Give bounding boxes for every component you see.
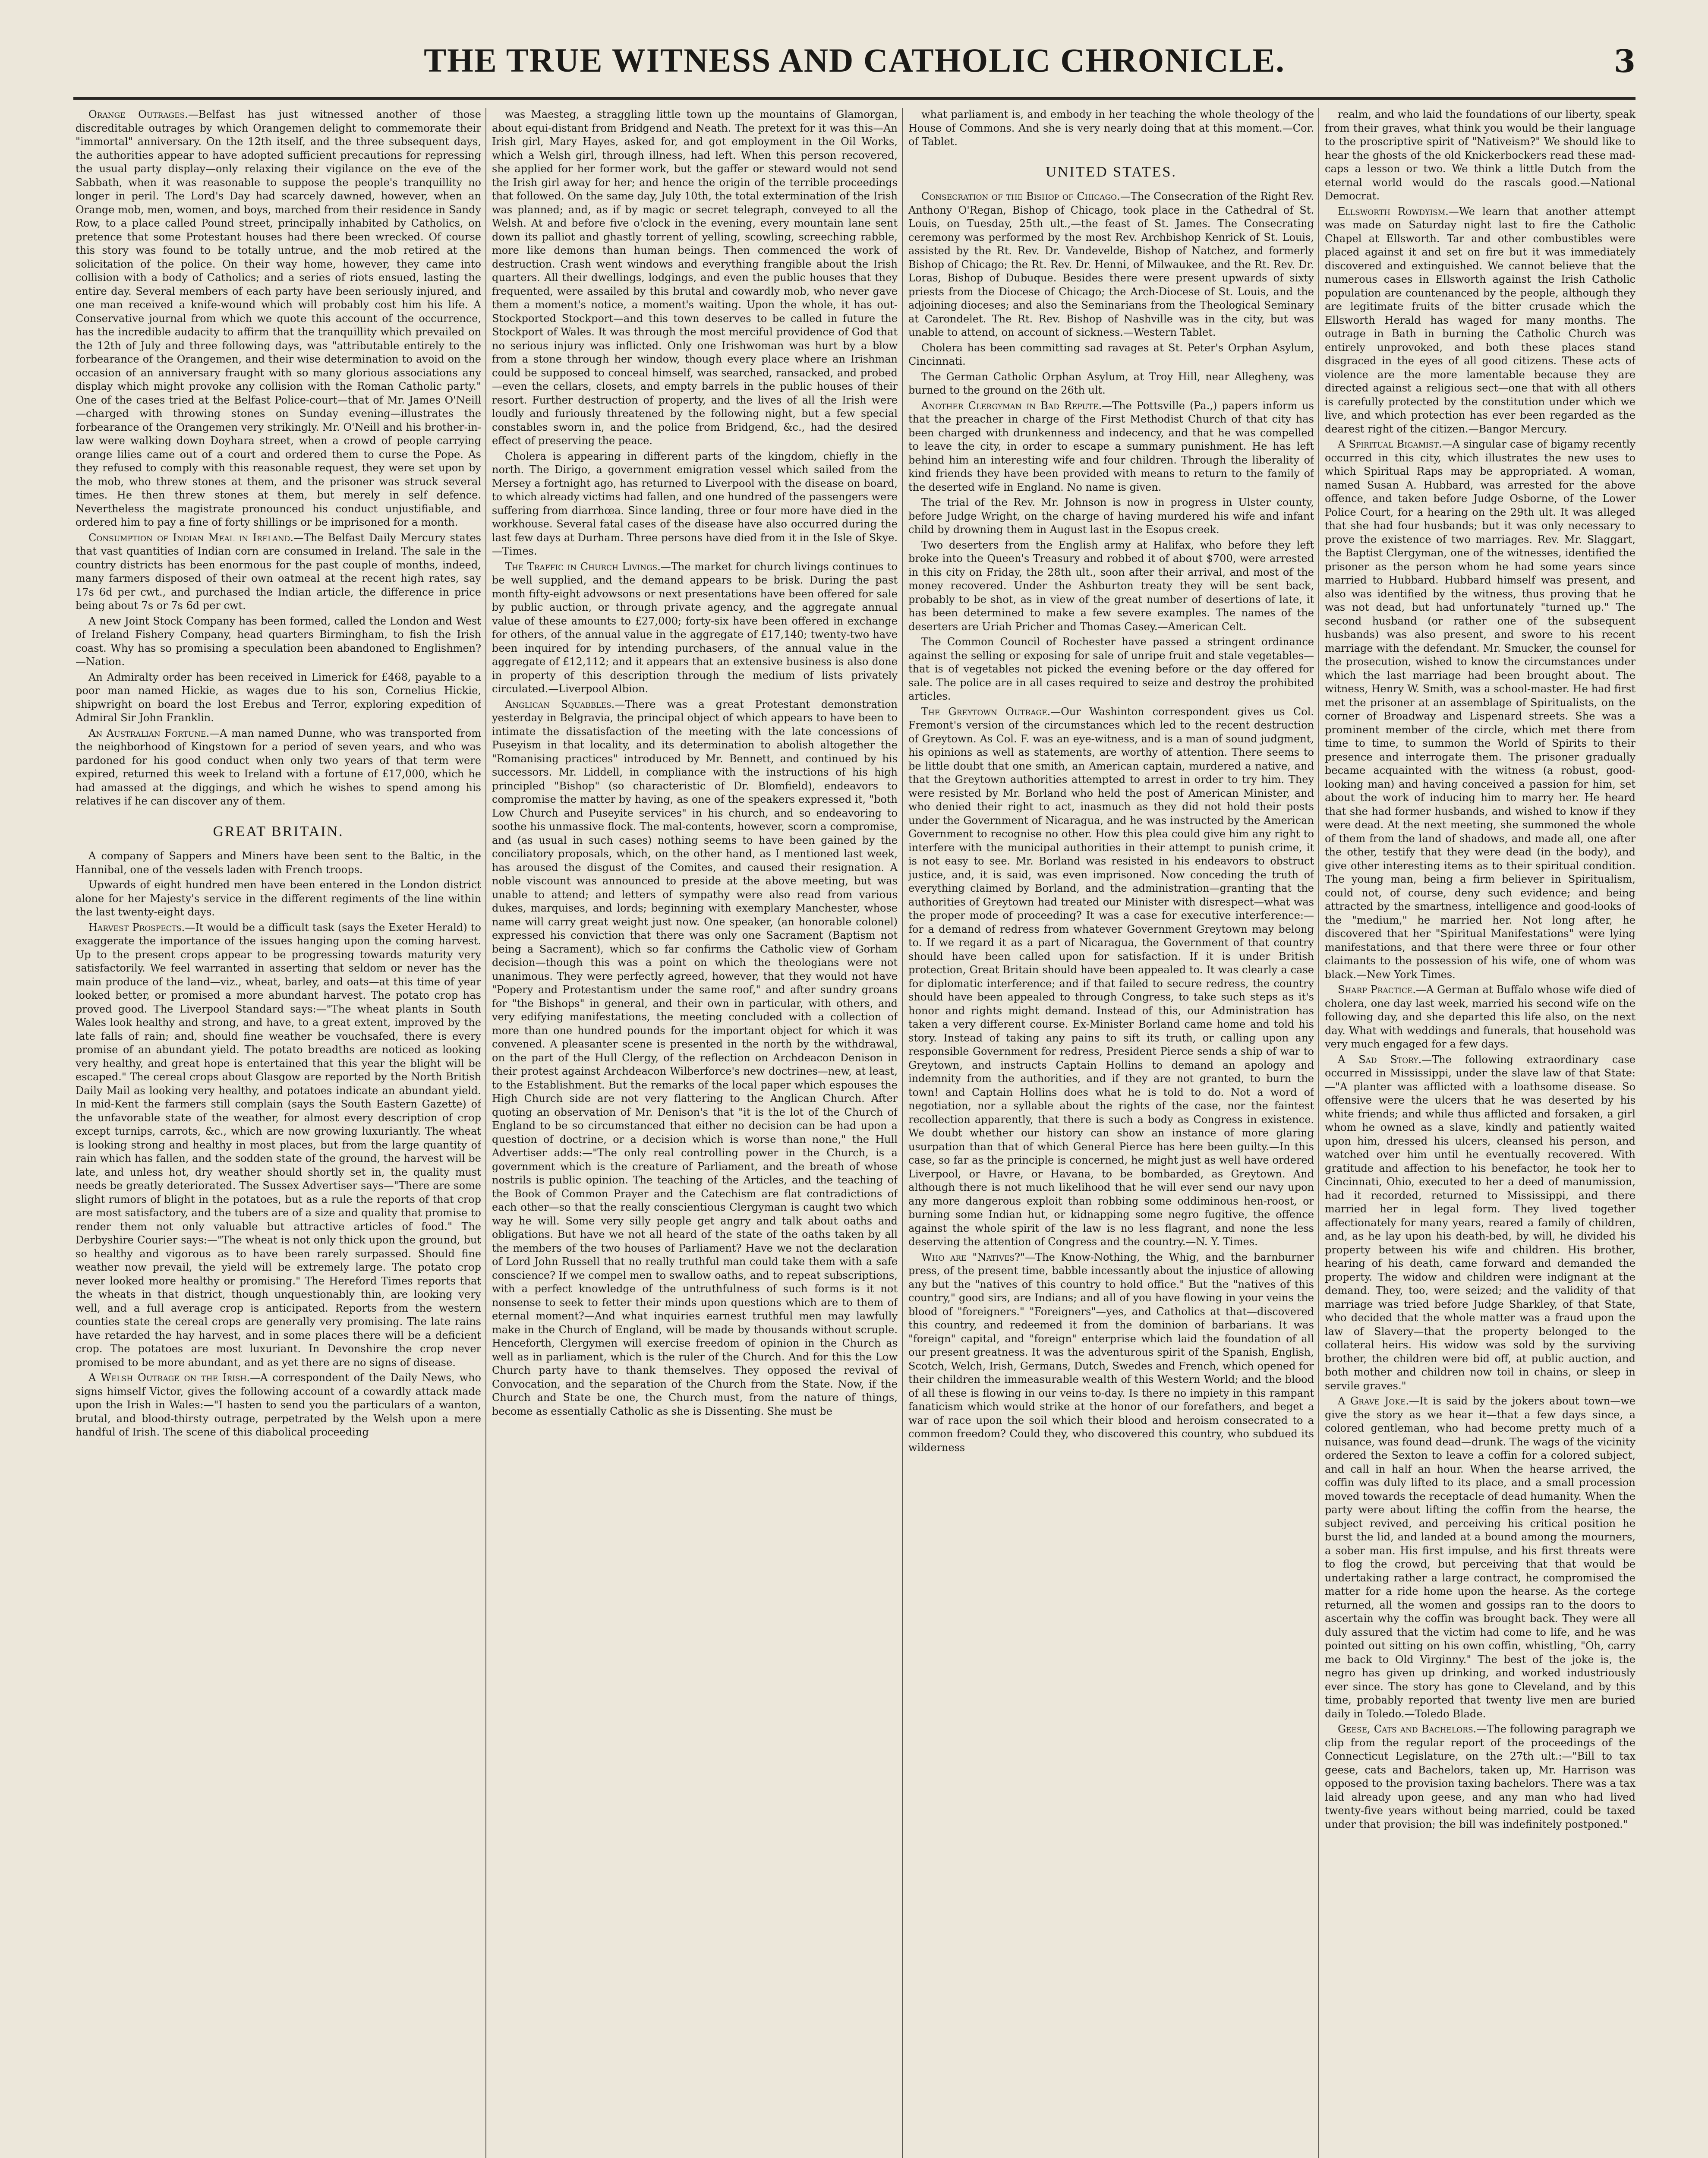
section-heading-united-states: UNITED STATES. bbox=[1046, 164, 1177, 180]
article-text: An Admiralty order has been received in Limerick for £468, payable to a poor man named Hickie, as wages due to his son, Cornelius Hickie, shipwright on board the lost Erebus and Terror, exploring expedition of Admiral Sir John Franklin. bbox=[76, 671, 481, 724]
section-heading-great-britain: GREAT BRITAIN. bbox=[213, 823, 344, 839]
article-lead: Harvest Prospects.— bbox=[88, 921, 195, 934]
masthead bbox=[73, 41, 1636, 100]
article-text: Our Washinton correspondent gives us Col. Fremont's version of the circumstances which led to the recent destruction of Greytown. As Col. F. was an eye-witness, and is a man of sound judgment, his opinions as well as statements, are worthy of attention. There seems to be little doubt that one smith, an American captain, murdered a native, and that the Greytown authorities attempted to arrest in order to try him. They were resisted by Mr. Borland who held the post of American Minister, and who denied their right to act, inasmuch as they did not hold their posts under the Government of Nicaragua, and he was instructed by the American Government to recognise no other. How this plea could give him any right to interfere with the municipal authorities in their attempt to punish crime, it is not easy to see. Mr. Borland was resisted in his endeavors to obstruct justice, and, it is said, was even imprisoned. Now conceding the truth of everything claimed by Borland, and the administration—granting that the authorities of Greytown had treated our Minister with disrespect—what was the proper mode of proceeding? It was a case for executive interference:—for a demand of redress from whatever Government Greytown may belong to. If we regard it as a part of Nicaragua, the Government of that country should have been called upon for satisfaction. If it is under British protection, Great Britain should have been appealed to. It was clearly a case for diplomatic interference; and if that failed to secure redress, the country should have been appealed to through Congress, to take such steps as it's honor and rights might demand. Instead of this, our Administration has taken a very different course. Ex-Minister Borland came home and told his story. Instead of taking any pains to sift its truth, or calling upon any responsible Government for redress, President Pierce sends a ship of war to Greytown, and instructs Captain Hollins to demand an apology and indemnity from the authorities, and if they are not granted, to burn the town! and Captain Hollins does what he is told to do. Not a word of negotiation, nor a syllable about the rights of the case, nor the faintest recollection apparently, that there is such a body as Congress in existence. We doubt whether our history can show an instance of more glaring usurpation than that of which General Pierce has here been guilty.—In this case, so far as the principle is concerned, he might just as well have ordered Liverpool, or Havre, or Havana, to be bombarded, as Greytown. And although there is not much likelihood that he will ever send our navy upon any more dangerous exploit than robbing some oddiminous hen-roost, or burning some Indian hut, or kidnapping some negro fugitive, the offence against the whole spirit of the law is no less flagrant, and none the less deserving the attention of Congress and the country.—N. Y. Times. bbox=[908, 705, 1314, 1248]
article-lead: The Traffic in Church Livings.— bbox=[505, 560, 671, 573]
article-paragraph bbox=[76, 108, 481, 530]
article-text: A singular case of bigamy recently occurred in this city, which illustrates the new uses to which Spiritual Raps may be appropriated. A woman, named Susan A. Hubbard, was arrested for the above offence, and taken before Judge Osborne, of the Lower Police Court, for a hearing on the 29th ult. It was alleged that she had four husbands; but it was only necessary to prove the existence of two marriages. Rev. Mr. Slaggart, the Baptist Clergyman, one of the witnesses, identified the prisoner as the person whom he had some years since married to Hubbard. Hubbard himself was present, and also was identified by the witness, thus proving that he was not dead, but had unfortunately "turned up." The second husband (or rather one of the subsequent husbands) was also present, and swore to his recent marriage with the defendant. Mr. Smucker, the counsel for the prosecution, wished to know the circumstances under which the last marriage had been brought about. The witness, Henry W. Smith, was a school-master. He had first met the prisoner at an assemblage of Spiritualists, on the corner of Broadway and Lispenard streets. She was a prominent member of the circle, which met there from time to time, to summon the World of Spirits to their presence and interrogate them. The prisoner gradually became acquainted with the witness (a robust, good-looking man) and having conceived a passion for him, set about the work of inducing him to marry her. He heard that she had former husbands, and wished to know if they were dead. At the next meeting, she summoned the whole of them from the land of shadows, and made all, one after the other, testify that they were dead (in the body), and give other interesting items as to their spiritual condition. The young man, being a firm believer in Spiritualism, could not, of course, deny such evidence; and being attracted by the smartness, intelligence and good-looks of the "medium," he married her. Not long after, he discovered that her "Spiritual Manifestations" were lying manifestations, and that there were three or four other claimants to the possession of his wife, one of whom was black.—New York Times. bbox=[1325, 438, 1636, 981]
article-paragraph bbox=[492, 450, 898, 558]
article-text: Cholera is appearing in different parts of the kingdom, chiefly in the north. The Dirigo, a government emigration vessel which sailed from the Mersey a fortnight ago, has returned to Liverpool with the disease on board, to which already victims had fallen, and one hundred of the passengers were suffering from diarrhœa. Since landing, three or four more have died in the workhouse. Several fatal cases of the disease have also occurred during the last few days at Durham. Three persons have died from it in the Isle of Skye.—Times. bbox=[492, 450, 898, 557]
article-paragraph bbox=[908, 496, 1314, 537]
article-paragraph bbox=[492, 698, 898, 1419]
article-list bbox=[492, 108, 898, 1418]
article-paragraph bbox=[908, 1251, 1314, 1455]
article-lead: Ellsworth Rowdyism.— bbox=[1338, 205, 1459, 218]
article-paragraph bbox=[1325, 438, 1636, 981]
article-text: Cholera has been committing sad ravages at St. Peter's Orphan Asylum, Cincinnati. bbox=[908, 341, 1314, 367]
article-paragraph bbox=[76, 671, 481, 725]
article-text: A correspondent of the Daily News, who signs himself Victor, gives the following account of a cowardly attack made upon the Irish in Wales:—"I hasten to send you the particulars of a wanton, brutal, and blood-thirsty outrage, perpetrated by the Welsh upon a mere handful of Irish. The scene of this diabolical proceeding bbox=[76, 1372, 481, 1438]
article-text: There was a great Protestant demonstration yesterday in Belgravia, the principal object of which appears to have been to intimate the dissatisfaction of the meeting with the late concessions of Puseyism in that locality, and its determination to abolish altogether the "Romanising practices" introduced by Mr. Bennett, and continued by his successors. Mr. Liddell, in compliance with the instructions of his high principled "Bishop" (so characteristic of Dr. Blomfield), endeavors to compromise the matter by having, as one of the speakers expressed it, "both Low Church and Puseyite services" in his church, and so endeavoring to soothe his unmassive flock. The mal-contents, however, scorn a compromise, and (as usual in such cases) nothing seems to have been gained by the conciliatory proposals, which, on the other hand, as I mentioned last week, has aroused the disgust of the Comites, and caused their resignation. A noble viscount was announced to preside at the above meeting, but was unable to attend; and letters of sympathy were also read from various dukes, marquises, and lords; beginning with exemplary Manchester, whose name will carry great weight just now. One speaker, (an honorable colonel) expressed his conviction that there was only one Sacrament (Baptism not being a Sacrament), which so far confirms the Catholic view of Gorham decision—though this was a point on which the theologians were not unanimous. They were perfectly agreed, however, that they would not have "Popery and Protestantism under the same roof," and after sundry groans for "the Bishops" in general, and their own in particular, with others, and very edifying manifestations, the meeting concluded with a collection of more than one hundred pounds for the important object for which it was convened. A pleasanter scene is presented in the north by the withdrawal, on the part of the Hull Clergy, of the reflection on Archdeacon Denison in their protest against Archdeacon Wilberforce's new doctrines—new, at least, to the Establishment. But the remarks of the local paper which espouses the High Church side are not very flattering to the Anglican Church. After quoting an observation of Mr. Denison's that "it is the lot of the Church of England to be so circumstanced that either no decision can be had upon a question of doctrine, or a decision which is worse than none," the Hull Advertiser adds:—"The only real controlling power in the Church, is a government which is the creature of Parliament, and the breath of whose nostrils is public opinion. The teaching of the Articles, and the teaching of the Book of Common Prayer and the Catechism are flat contradictions of each other—so that the really conscientious Clergyman is caught two which way he will. Some very silly people get angry and talk about oaths and obligations. But have we not all heard of the state of the oaths taken by all the members of the two houses of Parliament? Have we not the declaration of Lord John Russell that no really truthful man could take them with a safe conscience? If we compel men to swallow oaths, and to repeat subscriptions, with a perfect knowledge of the untruthfulness of such forms is it not nonsense to seek to fetter their minds upon questions which are to them of eternal moment?—And what inquiries earnest truthful men may lawfully make in the Church of England, will be made by thousands without scruple. Henceforth, Clergymen will exercise freedom of opinion in the Church as well as in parliament, which is the ruler of the Church. And for this the Low Church party have to thank themselves. They opposed the revival of Convocation, and the separation of the Church from the State. Now, if the Church and State be one, the Church must, from the nature of things, become as essentially Catholic as she is Dissenting. She must be bbox=[492, 698, 898, 1417]
article-lead: Consecration of the Bishop of Chicago.— bbox=[921, 190, 1131, 202]
article-paragraph bbox=[76, 1371, 481, 1439]
article-text: Belfast has just witnessed another of those discreditable outrages by which Orangemen delight to commemorate their "immortal" anniversary. On the 12th itself, and the three subsequent days, the authorities appear to have adopted sufficient precautions for repressing the usual party display—only relaxing their vigilance on the eve of the Sabbath, when it was reasonable to suppose the people's tranquillity no longer in peril. The Lord's Day had scarcely dawned, however, when an Orange mob, men, women, and boys, marched from their residence in Sandy Row, to a place called Pound street, principally inhabited by Catholics, on pretence that some Protestant houses had there been wrecked. Of course this story was found to be totally untrue, and the mob retired at the solicitation of the police. On their way home, however, they came into collision with a body of Catholics; and a series of riots ensued, lasting the entire day. Several members of each party have been seriously injured, and one man received a knife-wound which will probably cost him his life. A Conservative journal from which we quote this account of the occurrence, has the incredible audacity to affirm that the tranquillity which prevailed on the 12th of July and three following days, was "attributable entirely to the forbearance of the Orangemen, and their wise determination to avoid on the occasion of an anniversary fraught with so many glorious associations any display which might provoke any collision with the Roman Catholic party." One of the cases tried at the Belfast Police-court—that of Mr. James O'Neill—charged with throwing stones on Sunday evening—illustrates the forbearance of the Orangemen very strikingly. Mr. O'Neill and his brother-in-law were walking down Doyhara street, when a crowd of people carrying orange lilies came out of a court and ordered them to curse the Pope. As they refused to comply with this reasonable request, they were set upon by the mob, who threw stones at them, and the prisoner was struck several times. He then threw stones at them, but merely in self defence. Nevertheless the magistrate pronounced his conduct unjustifiable, and ordered him to pay a fine of forty shillings or be imprisoned for a month. bbox=[76, 108, 481, 528]
article-text: We learn that another attempt was made on Saturday night last to fire the Catholic Chapel at Ellsworth. Tar and other combustibles were placed against it and set on fire but it was immediately discovered and extinguished. We cannot believe that the numerous cases in Ellsworth against the Irish Catholic population are countenanced by the people, although they are legitimate fruits of the bitter crusade which the Ellsworth Herald has waged for many months. The outrage in Bath in burning the Catholic Church was entirely unprovoked, and both these places stand disgraced in the eyes of all good citizens. These acts of violence are the more lamentable because they are directed against a religious sect—one that with all others is carefully protected by the constitution under which we live, and which protection has ever been regarded as the dearest right of the citizen.—Bangor Mercury. bbox=[1325, 205, 1636, 435]
article-text: It is said by the jokers about town—we give the story as we hear it—that a few days since, a colored gentleman, who had become pretty much of a nuisance, was found dead—drunk. The wags of the vicinity ordered the Sexton to leave a coffin for a colored subject, and call in half an hour. When the hearse arrived, the coffin was duly lifted to its place, and a small procession moved towards the receptacle of dead humanity. When the party were about lifting the coffin from the hearse, the subject revived, and perceiving his critical position he burst the lid, and landed at a bound among the mourners, a sober man. His first impulse, and his first threats were to flog the crowd, but perceiving that that would be undertaking rather a large contract, he compromised the matter for a ride home upon the hearse. As the cortege returned, all the women and gossips ran to the doors to ascertain why the coffin was brought back. They were all duly assured that the victim had come to life, and he was pointed out sitting on his own coffin, whistling, "Oh, carry me back to Old Virginny." The best of the joke is, the negro has given up drinking, and worked industriously ever since. The story has gone to Cleveland, and by this time, probably reported that twenty live men are buried daily in Toledo.—Toledo Blade. bbox=[1325, 1395, 1636, 1720]
article-paragraph bbox=[1325, 205, 1636, 436]
article-text: A man named Dunne, who was transported from the neighborhood of Kingstown for a period of seven years, and who was pardoned for his good conduct when only two years of that term were expired, returned this week to Ireland with a fortune of £17,000, which he had amassed at the diggings, and which he wishes to spend among his relatives if he can discover any of them. bbox=[76, 727, 481, 807]
article-lead: Another Clergyman in Bad Repute.— bbox=[921, 399, 1112, 412]
article-paragraph bbox=[908, 705, 1314, 1249]
article-lead: An Australian Fortune.— bbox=[88, 727, 220, 739]
article-lead: The Greytown Outrage.— bbox=[921, 705, 1061, 718]
article-text: what parliament is, and embody in her teaching the whole theology of the House of Commons. And she is very nearly doing that at this moment.—Cor. of Tablet. bbox=[908, 108, 1314, 148]
article-lead: A Sad Story.— bbox=[1338, 1053, 1432, 1066]
article-list bbox=[908, 190, 1314, 1454]
article-lead: Sharp Practice.— bbox=[1338, 984, 1427, 996]
article-text: A new Joint Stock Company has been formed, called the London and West of Ireland Fishery Company, head quarters Birmingham, to fish the Irish coast. Why has so promising a speculation been abandoned to Englishmen?—Nation. bbox=[76, 615, 481, 668]
article-paragraph bbox=[908, 108, 1314, 149]
column-4 bbox=[1325, 108, 1636, 2158]
article-paragraph bbox=[908, 190, 1314, 340]
article-paragraph bbox=[76, 615, 481, 669]
article-paragraph bbox=[76, 531, 481, 613]
article-paragraph bbox=[76, 727, 481, 808]
article-text: A German at Buffalo whose wife died of cholera, one day last week, married his second wife on the following day, and she departed this life also, on the next day. What with weddings and funerals, that household was very much engaged for a few days. bbox=[1325, 984, 1636, 1050]
article-list bbox=[76, 849, 481, 1439]
article-text: The following paragraph we clip from the regular report of the proceedings of the Connecticut Legislature, on the 27th ult.:—"Bill to tax geese, cats and Bachelors, taken up, Mr. Harrison was opposed to the provision taxing bachelors. There was a tax laid already upon geese, and any man who had lived twenty-five years without being married, could be taxed under that provision; the bill was indefinitely postponed." bbox=[1325, 1723, 1636, 1830]
article-text: Upwards of eight hundred men have been entered in the London district alone for her Majesty's service in the different regiments of the line within the last twenty-eight days. bbox=[76, 879, 481, 918]
article-lead: A Spiritual Bigamist.— bbox=[1338, 438, 1453, 450]
article-paragraph bbox=[908, 341, 1314, 369]
article-text: The Pottsville (Pa.,) papers inform us that the preacher in charge of the First Methodist Church of that city has been charged with drunkenness and indecency, and that he was compelled to leave the city, in order to escape a summary punishment. He has left behind him an interesting wife and four children. Through the liberality of kind friends they have been provided with means to return to the family of the deserted wife in England. No name is given. bbox=[908, 399, 1314, 493]
article-paragraph bbox=[1325, 983, 1636, 1051]
article-text: The following extraordinary case occurred in Mississippi, under the slave law of that State:—"A planter was afflicted with a loathsome disease. So offensive were the ulcers that he was deserted by his white friends; and while thus afflicted and forsaken, a girl whom he owned as a slave, kindly and patiently waited upon him, dressed his ulcers, cleansed his person, and watched over him until he eventually recovered. With gratitude and affection to his benefactor, he took her to Cincinnati, Ohio, executed to her a deed of manumission, had it recorded, returned to Mississippi, and there married her in legal form. They lived together affectionately for many years, reared a family of children, and, as he lay upon his death-bed, by will, he divided his property between his wife and children. His brother, hearing of his death, came forward and demanded the property. The widow and children were indignant at the demand. They, too, were seized; and the validity of that marriage was tried before Judge Sharkley, of that State, who decided that the whole matter was a fraud upon the law of Slavery—that the property belonged to the collateral heirs. His widow was sold by the surviving brother, the children were bid off, at public auction, and both mother and children now toil in chains, or sleep in servile graves." bbox=[1325, 1053, 1636, 1392]
article-lead: Consumption of Indian Meal in Ireland.— bbox=[88, 531, 304, 544]
article-text: The Consecration of the Right Rev. Anthony O'Regan, Bishop of Chicago, took place in the Cathedral of St. Louis, on Tuesday, 25th ult.,—the feast of St. James. The Consecrating ceremony was performed by the most Rev. Archbishop Kenrick of St. Louis, assisted by the Rt. Rev. Dr. Vandevelde, Bishop of Natchez, and formerly Bishop of Chicago; the Rt. Rev. Dr. Henni, of Milwaukee, and the Rt. Rev. Dr. Loras, Bishop of Dubuque. Besides there were present upwards of sixty priests from the Diocese of Chicago; the Arch-Diocese of St. Louis, and the adjoining dioceses; and also the Seminarians from the Theological Seminary at Carondelet. The Rt. Rev. Bishop of Nashville was in the city, but was unable to attend, on account of sickness.—Western Tablet. bbox=[908, 190, 1314, 338]
article-lead: Who are "Natives?"— bbox=[921, 1251, 1036, 1263]
article-text: Two deserters from the English army at Halifax, who before they left broke into the Queen's Treasury and robbed it of about $700, were arrested in this city on Friday, the 28th ult., soon after their arrival, and most of the money recovered. Under the Ashburton treaty they will be sent back, probably to be shot, as in view of the great number of desertions of late, it has been determined to make a few severe examples. The names of the deserters are Uriah Pricher and Thomas Casey.—American Celt. bbox=[908, 539, 1314, 633]
article-paragraph bbox=[908, 370, 1314, 398]
article-paragraph bbox=[76, 878, 481, 919]
article-paragraph bbox=[1325, 1394, 1636, 1721]
column-rule bbox=[1318, 108, 1319, 2158]
article-paragraph bbox=[76, 921, 481, 1370]
article-list bbox=[76, 108, 481, 808]
article-text: The trial of the Rev. Mr. Johnson is now in progress in Ulster county, before Judge Wright, on the charge of having murdered his wife and infant child by drowning them in August last in the Esopus creek. bbox=[908, 496, 1314, 536]
article-lead: Geese, Cats and Bachelors.— bbox=[1338, 1723, 1487, 1735]
article-lead: A Grave Joke.— bbox=[1338, 1395, 1419, 1407]
article-list bbox=[908, 108, 1314, 149]
article-lead: Anglican Squabbles.— bbox=[505, 698, 625, 710]
article-text: The Belfast Daily Mercury states that vast quantities of Indian corn are consumed in Ireland. The sale in the country districts has been enormous for the past couple of months, indeed, many farmers disposed of their own oatmeal at the recent high rates, say 17s 6d per cwt., and purchased the Indian article, the difference in price being about 7s or 7s 6d per cwt. bbox=[76, 531, 481, 612]
article-lead: Orange Outrages.— bbox=[88, 108, 199, 120]
article-paragraph bbox=[1325, 1053, 1636, 1393]
column-1 bbox=[76, 108, 481, 2158]
article-paragraph bbox=[76, 849, 481, 877]
article-text: The German Catholic Orphan Asylum, at Troy Hill, near Allegheny, was burned to the ground on the 26th ult. bbox=[908, 370, 1314, 396]
article-text: The Common Council of Rochester have passed a stringent ordinance against the selling or exposing for sale of unripe fruit and stale vegetables—that is of vegetables not picked the evening before or the day offered for sale. The police are in all cases required to seize and destroy the prohibited articles. bbox=[908, 636, 1314, 702]
article-text: was Maesteg, a straggling little town up the mountains of Glamorgan, about equi-distant from Bridgend and Neath. The pretext for it was this—An Irish girl, Mary Hayes, asked for, and got employment in the Oil Works, which a Welsh girl, through illness, had left. When this person recovered, she applied for her former work, but the gaffer or steward would not send the Irish girl away for her; and hence the origin of the terrible proceedings that followed. On the same day, July 10th, the total extermination of the Irish was planned; and, as if by magic or secret telegraph, conveyed to all the Welsh. At and before five o'clock in the evening, every mountain lane sent down its palliot and ghastly torrent of yelling, scowling, screeching rabble, more like demons than human beings. Then commenced the work of destruction. Crash went windows and everything frangible about the Irish quarters. All their dwellings, lodgings, and even the public houses that they frequented, were assailed by this brutal and cowardly mob, who never gave them a moment's notice, a moment's waiting. Upon the whole, it has out-Stockported Stockport—and this town deserves to be called in future the Stockport of Wales. It was through the most merciful providence of God that no serious injury was inflicted. Only one Irishwoman was hurt by a blow from a stone through her window, though every place where an Irishman could be supposed to conceal himself, was searched, ransacked, and probed—even the cellars, closets, and empty barrels in the public houses of their resort. Further destruction of property, and the lives of all the Irish were loudly and furiously threatened by the following night, but a few special constables sworn in, and the police from Bridgend, &c., had the desired effect of preserving the peace. bbox=[492, 108, 898, 447]
article-text: The Know-Nothing, the Whig, and the barnburner press, of the present time, babble incessantly about the injustice of allowing any but the "natives of this country to hold office." But the "natives of this country," good sirs, are Indians; and all of you have flowing in your veins the blood of "foreigners." "Foreigners"—yes, and Catholics at that—discovered this country, and redeemed it from the dominion of barbarians. It was "foreign" capital, and "foreign" enterprise which laid the foundation of all our present greatness. It was the adventurous spirit of the Spanish, English, Scotch, Welch, Irish, Germans, Dutch, Swedes and French, which opened for their children the immeasurable wealth of this Western World; and the blood of all these is flowing in our veins to-day. Is there no impiety in this rampant fanaticism which would strike at the honor of our forefathers, and beget a war of race upon the soil which their blood and heroism consecrated to a common freedom? Could they, who discovered this country, who subdued its wilderness bbox=[908, 1251, 1314, 1454]
article-paragraph bbox=[908, 539, 1314, 634]
article-list bbox=[1325, 108, 1636, 1831]
article-text: realm, and who laid the foundations of our liberty, speak from their graves, what think you would be their language to the proscriptive spirit of "Nativeism?" We should like to hear the ghosts of the old Knickerbockers read these mad-caps a lesson or two. We think a little Dutch from the eternal world would do the rascals good.—National Democrat. bbox=[1325, 108, 1636, 202]
article-text: A company of Sappers and Miners have been sent to the Baltic, in the Hannibal, one of the vessels laden with French troops. bbox=[76, 850, 481, 876]
article-lead: A Welsh Outrage on the Irish.— bbox=[88, 1372, 261, 1384]
newspaper-title: THE TRUE WITNESS AND CATHOLIC CHRONICLE. bbox=[424, 41, 1285, 79]
article-paragraph bbox=[492, 108, 898, 448]
article-paragraph bbox=[1325, 108, 1636, 203]
article-paragraph bbox=[492, 560, 898, 696]
article-text: It would be a difficult task (says the Exeter Herald) to exaggerate the importance of the issues hanging upon the coming harvest. Up to the present crops appear to be progressing towards maturity very satisfactorily. We feel warranted in asserting that seldom or never has the main produce of the land—viz., wheat, barley, and oats—at this time of year looked better, or promised a more abundant harvest. The potato crop has proved good. The Liverpool Standard says:—"The wheat plants in South Wales look healthy and strong, and have, to a great extent, improved by the late falls of rain; and, should fine weather be vouchsafed, there is every promise of an abundant yield. The potato breadths are noticed as looking very healthy, and great hope is entertained that this year the blight will be escaped." The cereal crops about Glasgow are reported by the North British Daily Mail as looking very healthy, and potatoes indicate an abundant yield. In mid-Kent the farmers still complain (says the South Eastern Gazette) of the unfavorable state of the weather, for almost every description of crop except turnips, carrots, &c., which are now growing luxuriantly. The wheat is looking strong and healthy in most places, but from the large quantity of rain which has fallen, and the sodden state of the ground, the harvest will be late, and unless hot, dry weather should shortly set in, the quality must needs be greatly deteriorated. The Sussex Advertiser says—"There are some slight rumors of blight in the potatoes, but as a rule the reports of that crop are most satisfactory, and the tubers are of a size and quality that promise to render them not only valuable but attractive articles of food." The Derbyshire Courier says:—"The wheat is not only thick upon the ground, but so healthy and vigorous as to have been rarely surpassed. Should fine weather now prevail, the yield will be extremely large. The potato crop never looked more healthy or promising." The Hereford Times reports that the wheats in that district, though unquestionably thin, are looking very well, and a full average crop is anticipated. Reports from the western counties state the cereal crops are generally very promising. The late rains have retarded the hay harvest, and in some places there will be a deficient crop. The potatoes are most luxuriant. In Devonshire the crop never promised to be more abundant, and as yet there are no signs of disease. bbox=[76, 921, 481, 1369]
article-paragraph bbox=[908, 399, 1314, 495]
column-rule bbox=[902, 108, 903, 2158]
article-paragraph bbox=[1325, 1723, 1636, 1831]
column-3 bbox=[908, 108, 1314, 2158]
article-text: The market for church livings continues to be well supplied, and the demand appears to be brisk. During the past month fifty-eight advowsons or next presentations have been offered for sale by public auction, or through private agency, and the aggregate annual value of these amounts to £27,000; forty-six have been offered in exchange for others, of the annual value in the aggregate of £17,140; twenty-two have been inquired for by intending purchasers, of the annual value in the aggregate of £12,112; and it appears that an extensive business is also done in property of this description through the medium of lists privately circulated.—Liverpool Albion. bbox=[492, 560, 898, 695]
column-2 bbox=[492, 108, 898, 2158]
page-number: 3 bbox=[1613, 43, 1636, 79]
article-paragraph bbox=[908, 635, 1314, 704]
column-rule bbox=[485, 108, 486, 2158]
